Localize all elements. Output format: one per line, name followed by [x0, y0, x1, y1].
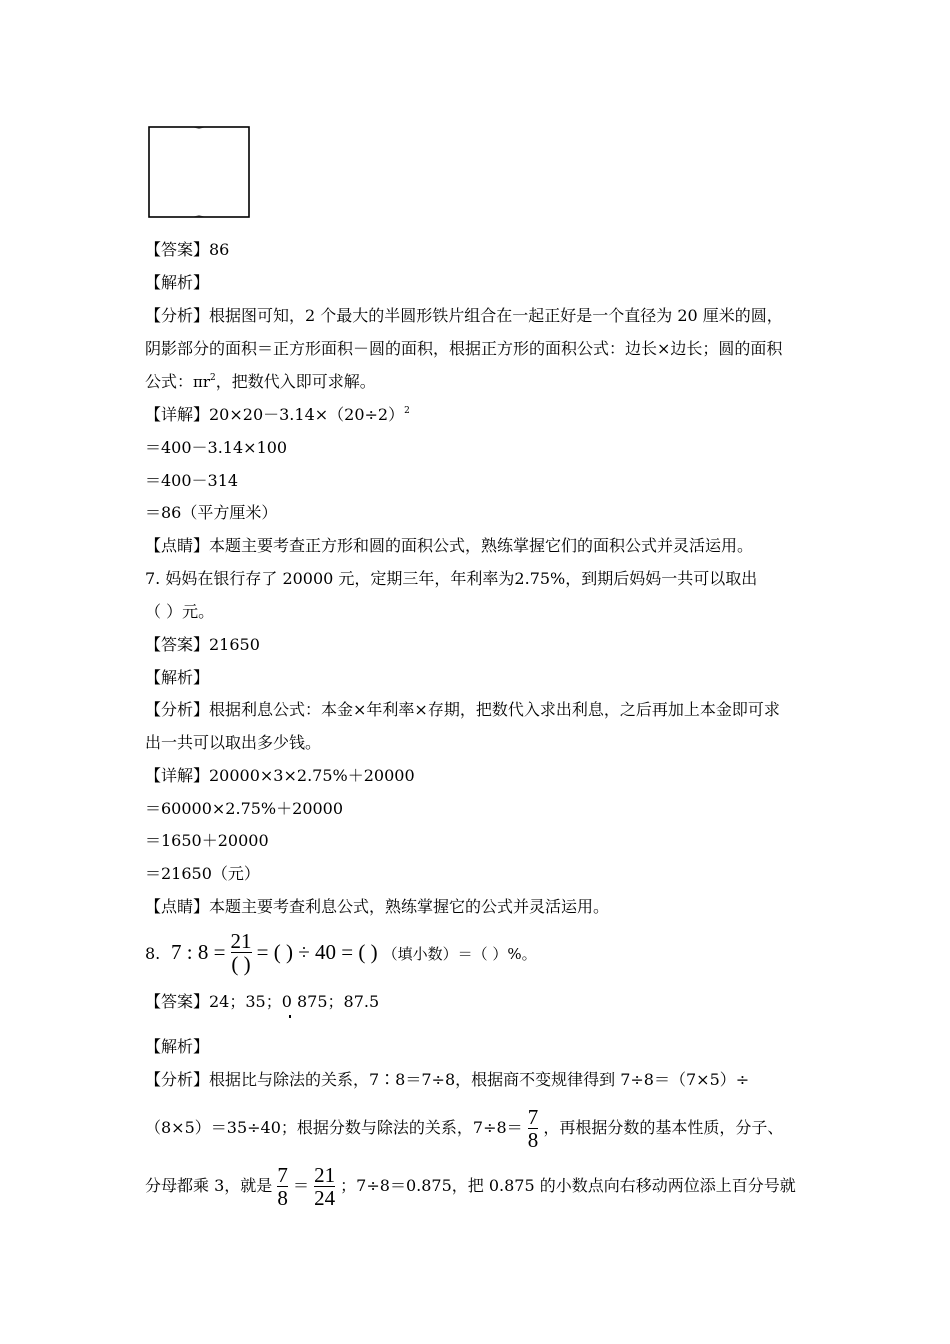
- analysis-text-part: （8×5）＝35÷40；根据分数与除法的关系，7÷8＝: [145, 1118, 523, 1137]
- fraction-numerator: 7: [277, 1163, 288, 1187]
- question-7: 7. 妈妈在银行存了 20000 元，定期三年，年利率为2.75%，到期后妈妈一共可以取出: [145, 569, 758, 588]
- superscript: 2: [210, 373, 216, 383]
- analysis-text: 【分析】根据图可知，2 个最大的半圆形铁片组合在一起正好是一个直径为 20 厘米的圆，: [145, 306, 783, 325]
- shaded-region-figure: [146, 124, 252, 220]
- analysis-heading: 【解析】: [145, 668, 210, 687]
- comment-line: 【点睛】本题主要考查利息公式，熟练掌握它的公式并灵活运用。: [145, 897, 610, 916]
- fraction: [528, 1106, 539, 1151]
- fraction: [314, 1164, 335, 1209]
- detail-line: 【详解】20000×3×2.75%＋20000: [145, 766, 415, 785]
- detail-line: ＝21650（元）: [145, 864, 260, 883]
- fraction: [231, 930, 252, 975]
- analysis-text: 出一共可以取出多少钱。: [145, 733, 322, 752]
- fraction-denominator: 24: [314, 1186, 336, 1210]
- answer-line: 【答案】86: [145, 240, 230, 259]
- analysis-heading: 【解析】: [145, 1037, 210, 1056]
- superscript: 2: [404, 406, 410, 416]
- pi-r-formula: πr: [193, 373, 211, 391]
- analysis-text-part: 分母都乘 3，就是: [145, 1176, 273, 1195]
- fraction: [277, 1164, 288, 1209]
- answer-line: 【答案】24；35；0 875；87.5: [145, 992, 380, 1011]
- analysis-text-part: ；7÷8＝0.875，把 0.875 的小数点向右移动两位添上百分号就: [340, 1176, 796, 1195]
- analysis-text: 阴影部分的面积＝正方形面积－圆的面积，根据正方形的面积公式：边长×边长；圆的面积: [145, 339, 783, 358]
- detail-line: ＝86（平方厘米）: [145, 503, 278, 522]
- question-tail: （填小数）＝（ ）%。: [382, 945, 537, 963]
- answer-line: 【答案】21650: [145, 635, 260, 654]
- analysis-text: [145, 1100, 783, 1156]
- detail-line: ＝400－3.14×100: [145, 438, 288, 457]
- comment-line: 【点睛】本题主要考查正方形和圆的面积公式，熟练掌握它们的面积公式并灵活运用。: [145, 536, 754, 555]
- decimal-point-mark: [289, 1015, 291, 1018]
- ratio-expression: 7 : 8 =: [171, 940, 226, 964]
- question-8: [145, 928, 537, 976]
- fraction-denominator: 8: [277, 1186, 288, 1210]
- detail-line: ＝60000×2.75%＋20000: [145, 799, 344, 818]
- detail-line: ＝1650＋20000: [145, 831, 269, 850]
- analysis-text: [145, 1158, 796, 1214]
- detail-line: ＝400－314: [145, 471, 239, 490]
- detail-line: [145, 405, 410, 428]
- analysis-heading: 【解析】: [145, 273, 210, 292]
- analysis-text: 【分析】根据利息公式：本金×年利率×存期，把数代入求出利息，之后再加上本金即可求: [145, 700, 780, 719]
- equals-sign: ＝: [292, 1176, 309, 1195]
- analysis-text-part: ，把数代入即可求解。: [215, 372, 376, 391]
- analysis-text: [145, 372, 376, 395]
- fraction-numerator: 21: [314, 1163, 336, 1187]
- fraction-numerator: 7: [527, 1105, 539, 1129]
- analysis-text-part: 公式：: [145, 372, 194, 391]
- division-expression: = ( ) ÷ 40 = ( ): [256, 940, 378, 964]
- analysis-text-part: ，再根据分数的基本性质，分子、: [543, 1118, 784, 1137]
- detail-text: 【详解】20×20－3.14×（20÷2）: [145, 405, 405, 424]
- fraction-denominator: ( ): [231, 952, 251, 976]
- question-7-blank: （ ）元。: [145, 602, 215, 621]
- fraction-numerator: 21: [230, 929, 252, 953]
- fraction-denominator: 8: [527, 1128, 539, 1152]
- analysis-text: 【分析】根据比与除法的关系，7∶8＝7÷8，根据商不变规律得到 7÷8＝（7×5）÷: [145, 1070, 750, 1089]
- question-number: 8.: [145, 944, 161, 963]
